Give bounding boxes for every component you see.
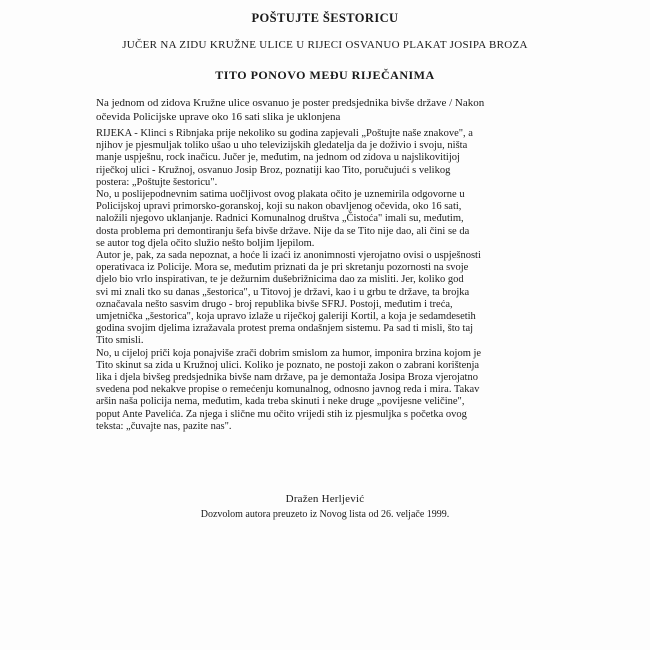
article-lead xyxy=(96,97,566,124)
article-headline: TITO PONOVO MEĐU RIJEČANIMA xyxy=(215,68,435,82)
body-line: svi mi znali tko su danas „šestorica", u Titovoj je državi, kao i u grbu te države, ta brojka xyxy=(96,286,470,298)
body-line: naložili njegovo uklanjanje. Radnici Komunalnog društva „Čistoća" imali su, međutim, xyxy=(96,213,464,225)
body-line: RIJEKA - Klinci s Ribnjaka prije nekoliko su godina zapjevali „Poštujte naše znakove", a xyxy=(96,128,473,139)
article-body xyxy=(96,128,566,433)
body-line: umjetnička „šestorica", koja upravo izlaže u riječkoj galeriji Kortil, a koja je sedamdesetih xyxy=(96,311,476,323)
body-line: postera: „Poštujte šestoricu". xyxy=(96,176,218,188)
body-line: se autor tog djela očito služio nešto boljim ljepilom. xyxy=(96,237,315,249)
body-line: poput Ante Pavelića. Za njega i slične mu očito vrijedi stih iz pjesmuljka s početka ovog xyxy=(96,408,467,420)
body-line: lika i djela bivšeg predsjednika bivše nam države, pa je demontaža Josipa Broza vjerojatno xyxy=(96,372,478,384)
body-line: aršin naša policija nema, međutim, kada treba skinuti i neke druge „povijesne veličine", xyxy=(96,396,465,408)
body-line: riječkoj ulici - Kružnoj, osvanuo Josip Broz, poznatiji kao Tito, poručujući s velikog xyxy=(96,164,451,176)
body-line: Tito skinut sa zida u Kružnoj ulici. Koliko je poznato, ne postoji zakon o zabrani korištenja xyxy=(96,359,480,371)
lead-line: očevida Policijske uprave oko 16 sati slika je uklonjena xyxy=(96,110,341,123)
body-line: Policijskoj upravi primorsko-goranskoj, koji su nakon obavljenog očevida, oko 16 sati, xyxy=(96,201,462,213)
body-line: No, u cijeloj priči koja ponajviše zrači dobrim smislom za humor, imponira brzina kojom je xyxy=(96,347,482,359)
body-line: No, u poslijepodnevnim satima uočljivost ovog plakata očito je uznemirila odgovorne u xyxy=(96,189,465,201)
body-line: njihov je pjesmuljak toliko ušao u uho televizijskih gledatelja da je doživio i svoju, ništa xyxy=(96,140,468,152)
body-line: Tito smisli. xyxy=(96,335,144,347)
body-line: operativaca iz Policije. Mora se, međutim priznati da je pri skretanju pozornosti na svoje xyxy=(96,262,469,274)
body-line: djelo bio vrlo inspirativan, te je dežurnim dušebrižnicima dao za misliti. Jer, koliko god xyxy=(96,274,464,286)
body-line: teksta: „čuvajte nas, pazite nas". xyxy=(96,420,232,432)
body-line: godina svojim djelima izražavala protest prema ondašnjem sistemu. Pa sad ti misli, što taj xyxy=(96,323,474,335)
body-line: Autor je, pak, za sada nepoznat, a hoće li izaći iz anonimnosti vjerojatno ovisi o uspješnosti xyxy=(96,250,481,262)
body-line: dosta problema pri demontiranju šefa bivše države. Nije da se Tito nije dao, ali čini se da xyxy=(96,225,470,237)
author-name: Dražen Herljević xyxy=(285,493,365,505)
source-note: Dozvolom autora preuzeto iz Novog lista od 26. veljače 1999. xyxy=(200,509,450,520)
lead-line: Na jednom od zidova Kružne ulice osvanuo je poster predsjednika bivše države / Nakon xyxy=(96,97,485,109)
body-line: svedena pod nekakve propise o remećenju komunalnog, odnosno javnog reda i mira. Takav xyxy=(96,384,480,396)
body-line: manje uspješnu, rock inačicu. Jučer je, međutim, na jednom od zidova u najslikovitijoj xyxy=(96,152,460,164)
body-line: označavala nešto sasvim drugo - broj republika bivše SFRJ. Postoji, međutim i treća, xyxy=(96,298,453,310)
document-title: POŠTUJTE ŠESTORICU xyxy=(251,11,399,25)
article-subtitle: JUČER NA ZIDU KRUŽNE ULICE U RIJECI OSVANUO PLAKAT JOSIPA BROZA xyxy=(122,39,528,51)
